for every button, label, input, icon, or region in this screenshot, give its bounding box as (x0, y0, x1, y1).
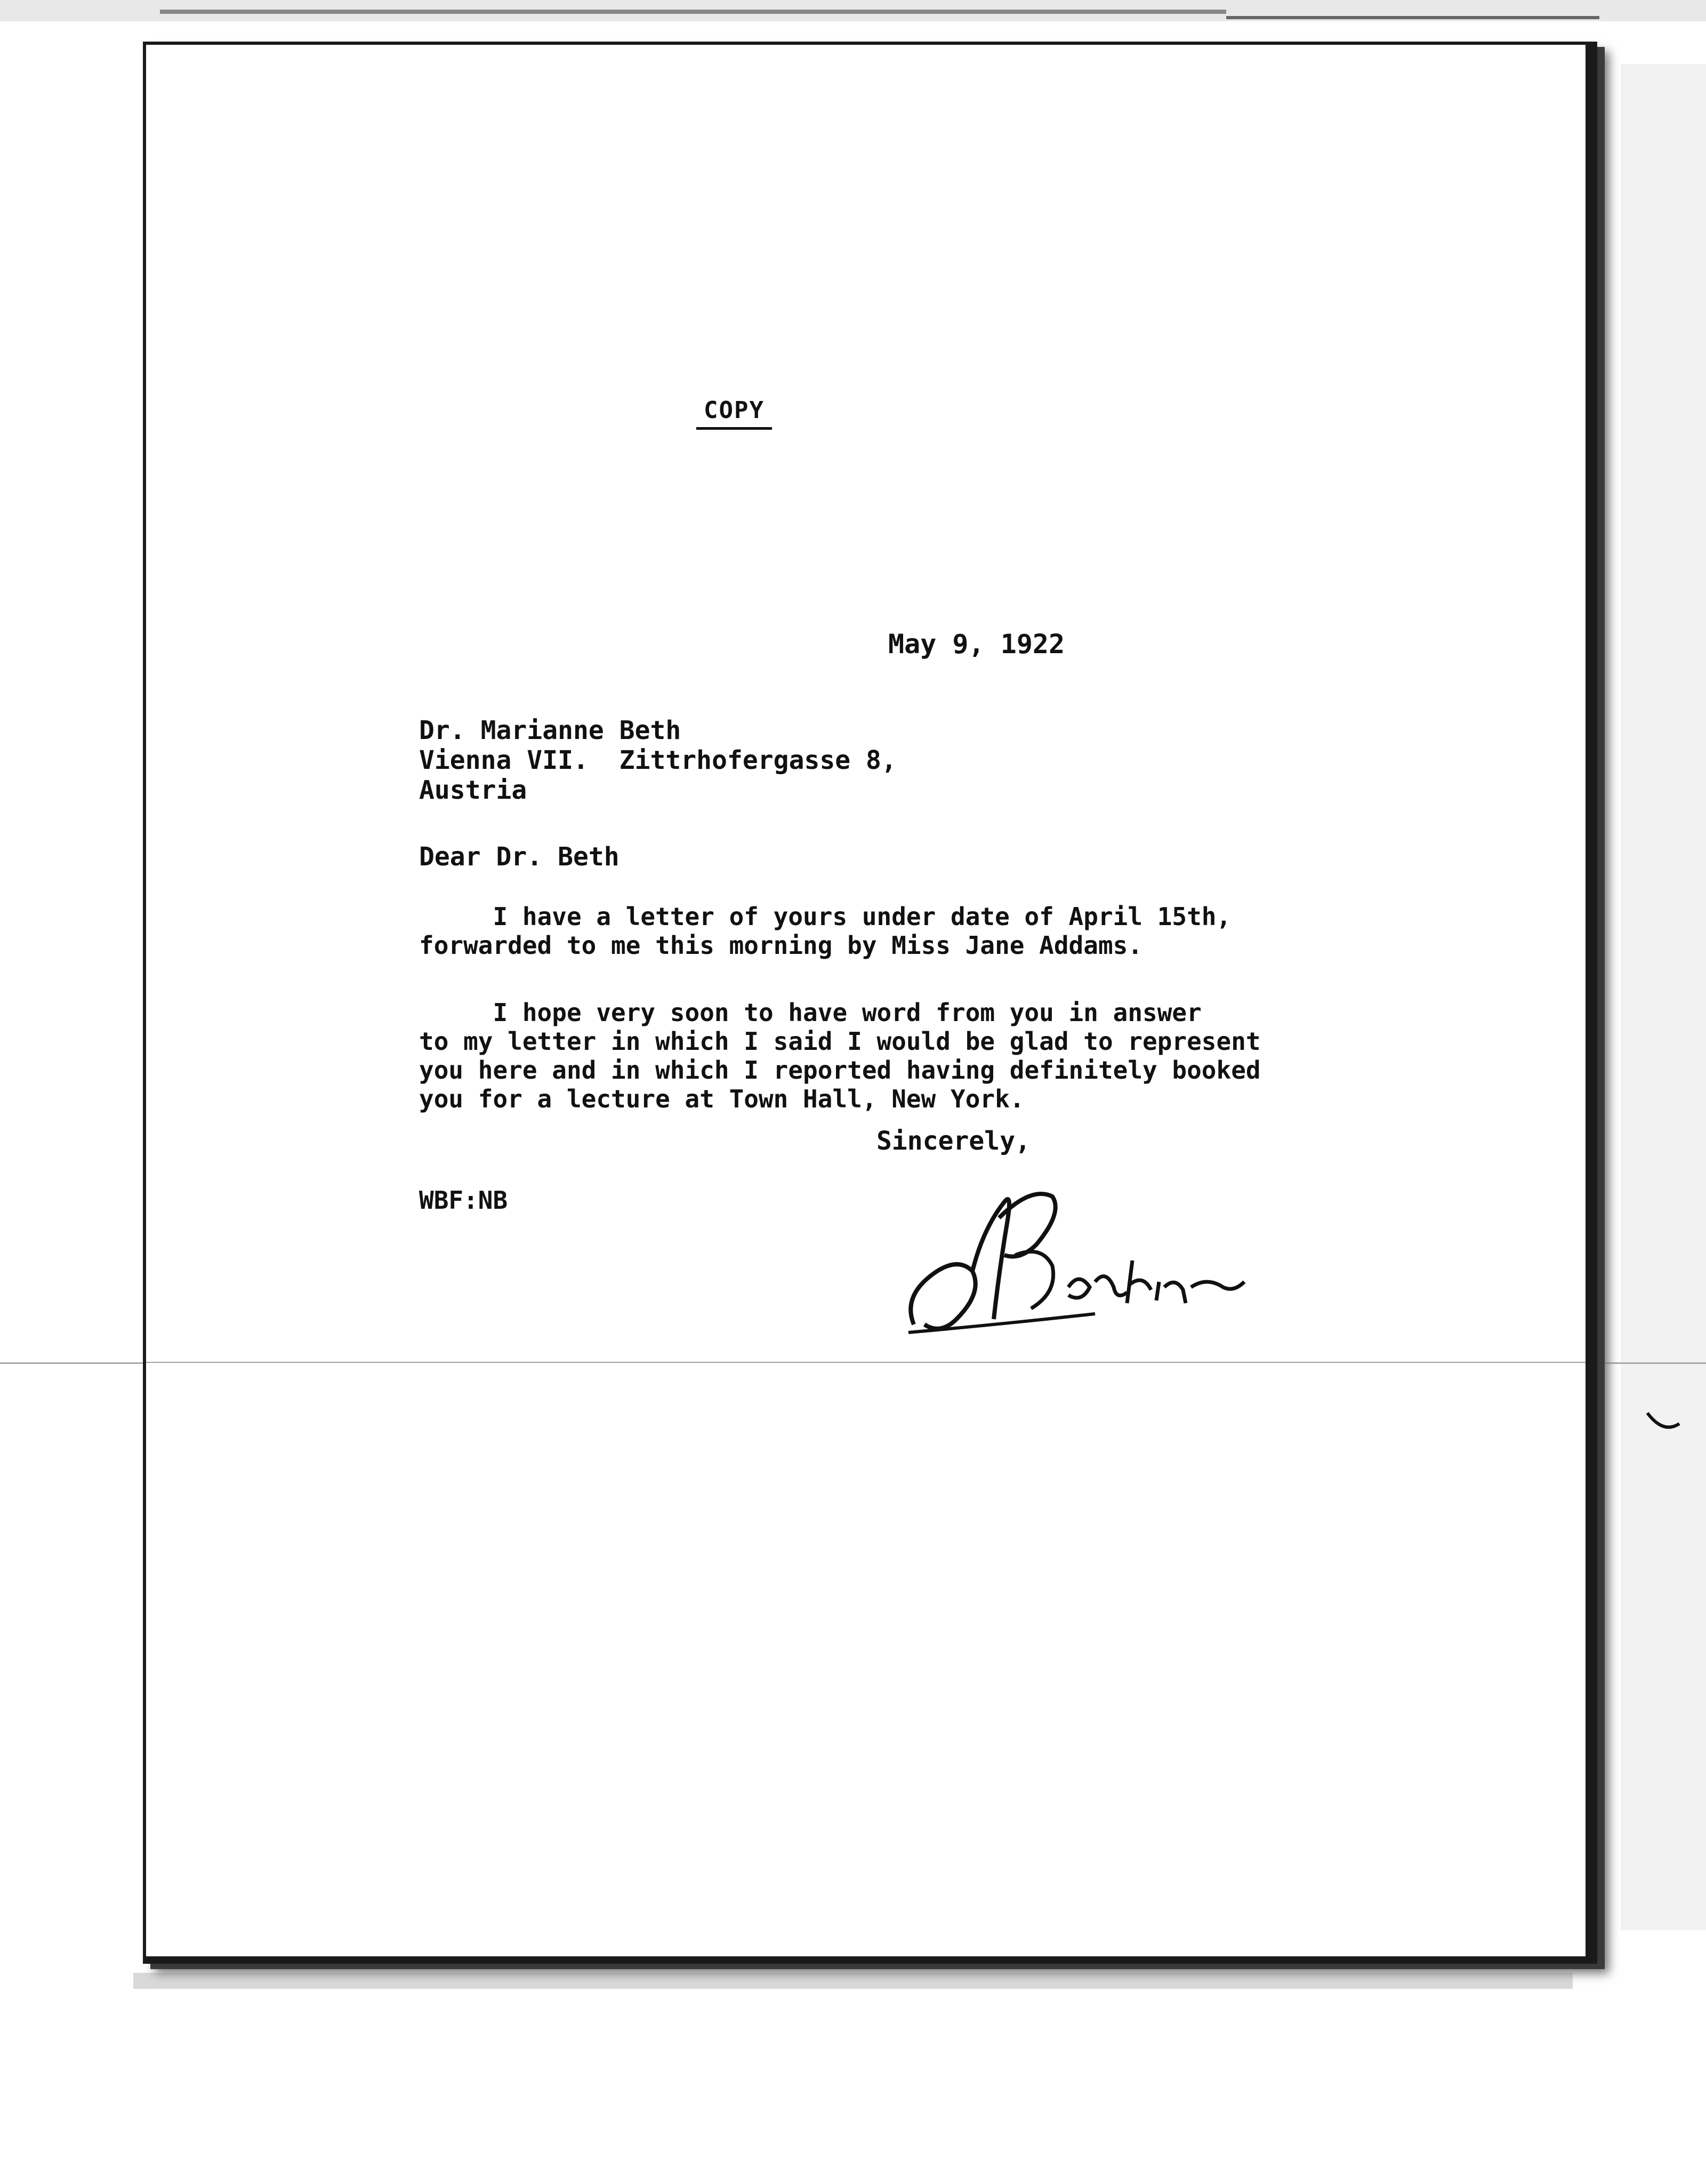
paragraph-line: forwarded to me this morning by Miss Jane Addams. (419, 931, 1143, 960)
paragraph-line: I have a letter of yours under date of April 15th, (419, 902, 1232, 931)
letter-page (143, 42, 1597, 1964)
paragraph-line: you here and in which I reported having definitely booked (419, 1056, 1261, 1085)
recipient-country: Austria (419, 775, 527, 805)
reference-initials: WBF:NB (419, 1186, 508, 1215)
recipient-street: Vienna VII. Zittrhofergasse 8, (419, 745, 897, 775)
copy-heading: COPY (696, 397, 772, 430)
salutation: Dear Dr. Beth (419, 842, 619, 872)
signature-image (892, 1165, 1255, 1346)
body-paragraph-2 (419, 998, 1261, 1113)
recipient-address (419, 716, 897, 805)
closing: Sincerely, (876, 1126, 1031, 1156)
letter-date: May 9, 1922 (888, 629, 1065, 660)
recipient-name: Dr. Marianne Beth (419, 716, 681, 745)
paragraph-line: to my letter in which I said I would be glad to represent (419, 1027, 1261, 1056)
body-paragraph-1 (419, 902, 1231, 960)
paragraph-line: you for a lecture at Town Hall, New York. (419, 1085, 1025, 1113)
fold-line (146, 1362, 1586, 1363)
paragraph-line: I hope very soon to have word from you in answer (419, 998, 1202, 1027)
